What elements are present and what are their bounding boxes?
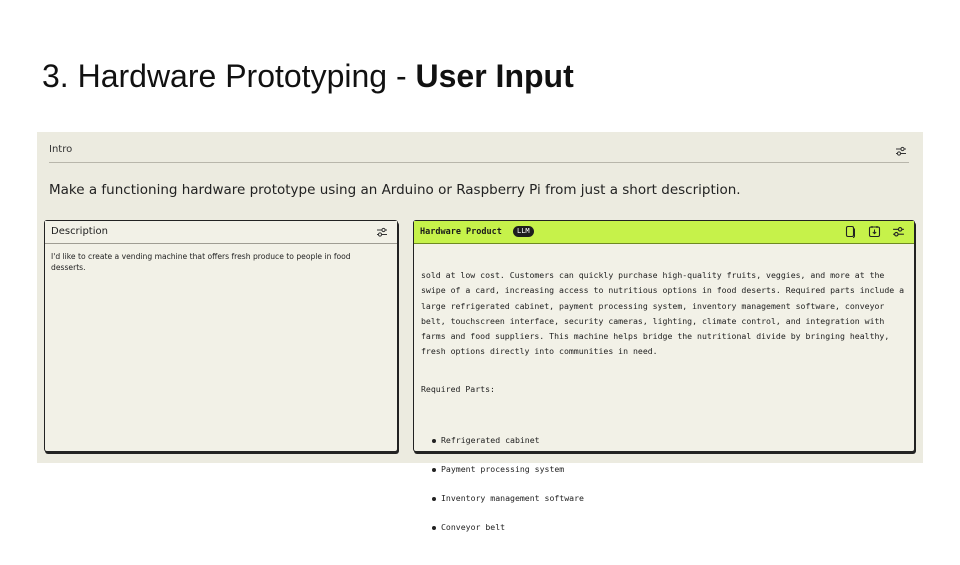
hardware-product-panel — [413, 220, 915, 533]
llm-badge: LLM — [513, 226, 534, 237]
description-input[interactable]: I'd like to create a vending machine that offers fresh produce to people in food desserts. — [51, 252, 351, 272]
slide-title-bold: User Input — [415, 58, 574, 94]
intro-text: Make a functioning hardware prototype using an Arduino or Raspberry Pi from just a short description. — [49, 182, 741, 198]
slide-title-prefix: 3. Hardware Prototyping - — [42, 58, 416, 94]
sliders-icon[interactable] — [376, 226, 388, 238]
copy-icon[interactable] — [844, 225, 857, 238]
intro-header — [49, 142, 909, 163]
app-window — [37, 132, 923, 533]
intro-label: Intro — [49, 144, 73, 155]
list-item: Payment processing system — [441, 463, 909, 477]
list-item: Refrigerated cabinet — [441, 434, 909, 448]
hardware-product-output — [421, 253, 909, 565]
hardware-product-paragraph: sold at low cost. Customers can quickly purchase high-quality fruits, veggies, and more at the swipe of a card, increasing access to nutritious options in food deserts. Required parts include a large refrigerated cabinet, payment processing system, inventory management software, conveyor belt, touchscreen interface, security cameras, lighting, climate control, and integration with farms and food suppliers. This machine helps bridge the nutritional divide by bringing healthy, fresh options directly into communities in need. — [421, 270, 905, 357]
list-item: Conveyor belt — [441, 521, 909, 535]
hardware-product-toolbar — [844, 225, 906, 239]
description-header — [45, 221, 397, 244]
download-icon[interactable] — [868, 225, 881, 238]
hardware-product-label: Hardware Product — [420, 227, 502, 237]
sliders-icon[interactable] — [892, 225, 905, 238]
hardware-product-header — [414, 221, 914, 244]
description-label: Description — [51, 226, 108, 237]
required-parts-list — [421, 419, 909, 550]
description-panel — [44, 220, 398, 452]
required-parts-heading: Required Parts: — [421, 383, 495, 394]
slide-title — [42, 56, 574, 96]
sliders-icon[interactable] — [895, 145, 907, 157]
list-item: Inventory management software — [441, 492, 909, 506]
